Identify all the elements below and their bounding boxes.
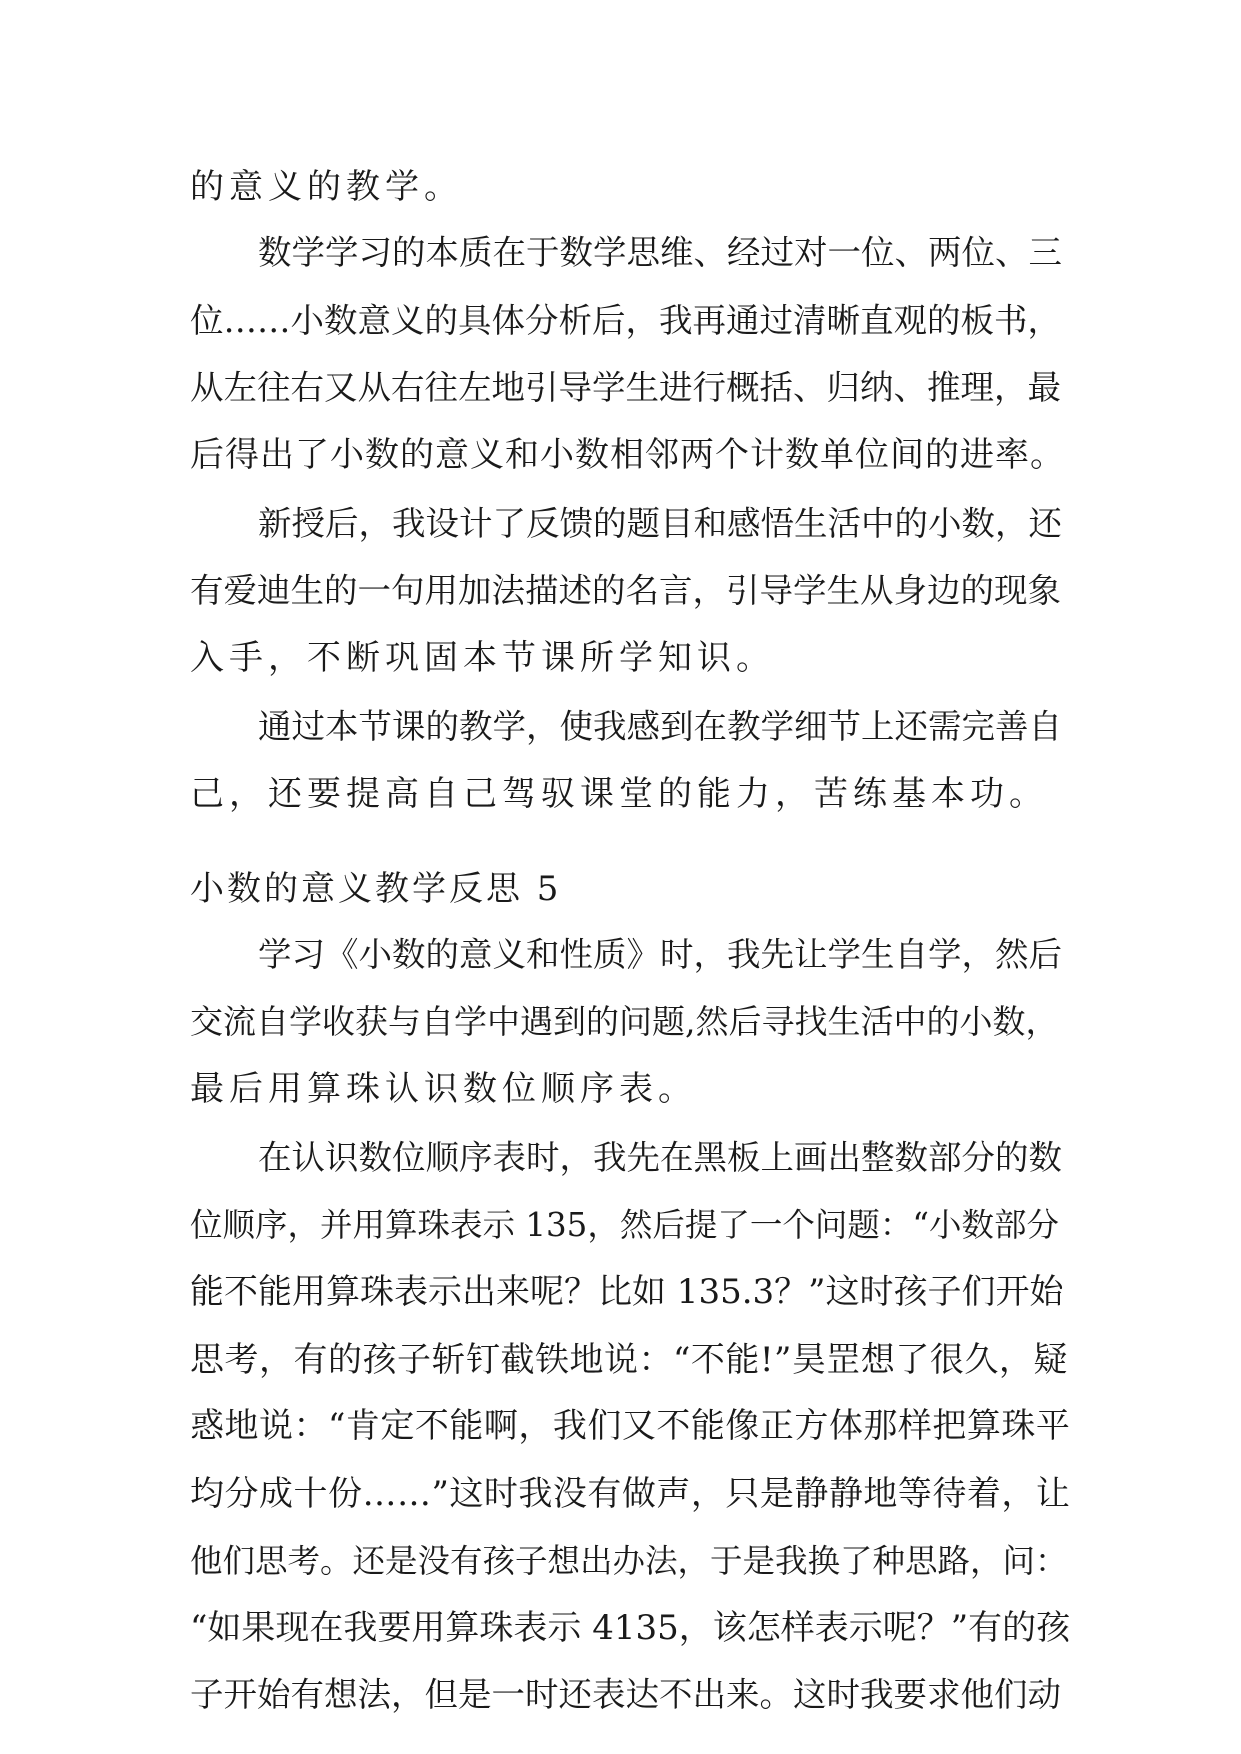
text-line: 均分成十份……”这时我没有做声，只是静静地等待着，让 — [190, 1474, 1071, 1514]
text-line: “如果现在我要用算珠表示 4135，该怎样表示呢？”有的孩 — [190, 1608, 1071, 1648]
section-heading: 小数的意义教学反思 5 — [190, 869, 562, 909]
text-line: 己，还要提高自己驾驭课堂的能力，苦练基本功。 — [190, 774, 1048, 814]
text-line: 思考，有的孩子斩钉截铁地说：“不能!”昊罡想了很久，疑 — [190, 1340, 1068, 1380]
text-line: 数学学习的本质在于数学思维、经过对一位、两位、三 — [258, 233, 1062, 272]
text-line: 惑地说：“肯定不能啊，我们又不能像正方体那样把算珠平 — [190, 1406, 1071, 1446]
text-line: 在认识数位顺序表时，我先在黑板上画出整数部分的数 — [258, 1138, 1062, 1177]
text-line: 后得出了小数的意义和小数相邻两个计数单位间的进率。 — [190, 435, 1065, 475]
text-line: 位顺序，并用算珠表示 135，然后提了一个问题：“小数部分 — [190, 1206, 1059, 1244]
text-line: 有爱迪生的一句用加法描述的名言，引导学生从身边的现象 — [190, 571, 1061, 610]
text-line: 学习《小数的意义和性质》时，我先让学生自学，然后 — [258, 935, 1062, 974]
text-line: 子开始有想法，但是一时还表达不出来。这时我要求他们动 — [190, 1675, 1061, 1714]
text-line: 新授后，我设计了反馈的题目和感悟生活中的小数，还 — [258, 504, 1062, 543]
text-line: 最后用算珠认识数位顺序表。 — [190, 1069, 697, 1109]
text-line: 从左往右又从右往左地引导学生进行概括、归纳、推理，最 — [190, 368, 1061, 407]
text-line: 的意义的教学。 — [190, 167, 463, 207]
text-line: 通过本节课的教学，使我感到在教学细节上还需完善自 — [258, 707, 1062, 746]
text-line: 能不能用算珠表示出来呢？比如 135.3？”这时孩子们开始 — [190, 1272, 1064, 1312]
text-line: 入手，不断巩固本节课所学知识。 — [190, 638, 775, 678]
text-line: 他们思考。还是没有孩子想出办法，于是我换了种思路，问： — [190, 1542, 1068, 1580]
text-line: 位……小数意义的具体分析后，我再通过清晰直观的板书， — [190, 301, 1061, 340]
text-line: 交流自学收获与自学中遇到的问题,然后寻找生活中的小数， — [190, 1002, 1059, 1041]
